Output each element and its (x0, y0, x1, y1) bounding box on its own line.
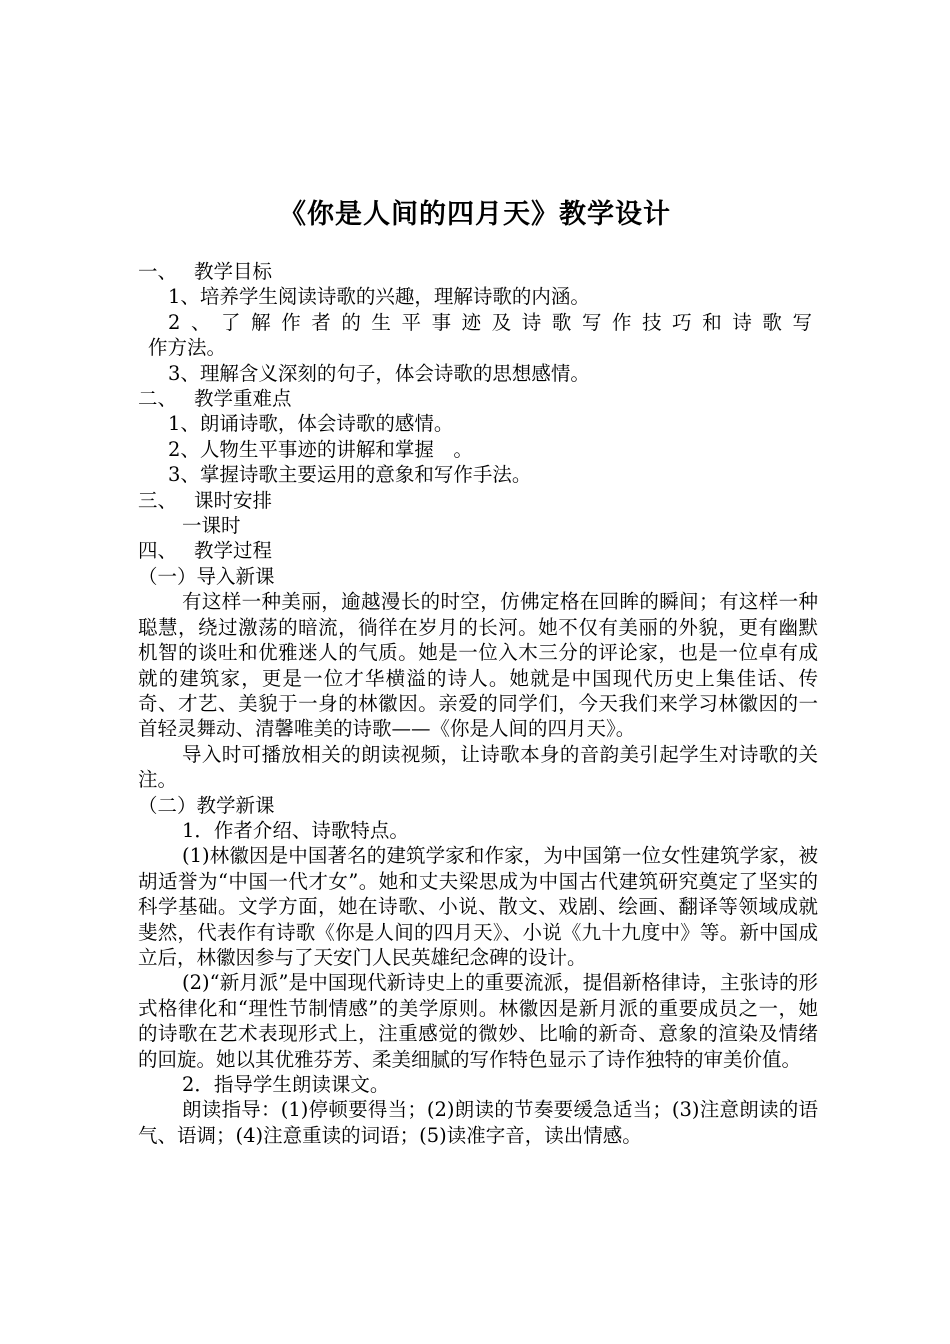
section-label: 教学目标 (194, 260, 273, 283)
schedule-text: 一课时 (182, 514, 241, 538)
reading-guide-paragraph: 朗读指导：(1)停顿要得当；(2)朗读的节奏要缓急适当；(3)注意朗读的语气、语调；(4)注意重读的词语；(5)读准字音，读出情感。 (138, 1098, 818, 1147)
goal-item: 3、理解含义深刻的句子，体会诗歌的思想感情。 (168, 361, 590, 385)
video-paragraph: 导入时可播放相关的朗读视频，让诗歌本身的音韵美引起学生对诗歌的关注。 (138, 742, 818, 792)
author-paragraph: (1)林徽因是中国著名的建筑学家和作家，为中国第一位女性建筑学家，被胡适誉为“中国一代才女”。她和丈夫梁思成为中国古代建筑研究奠定了坚实的科学基础。文学方面，她在诗歌、小说、散文、戏剧、绘画、翻译等领域成就斐然，代表作有诗歌《你是人间的四月天》、小说《九十九度中》等。新中国成立后，林徽因参与了天安门人民英雄纪念碑的设计。 (138, 844, 818, 969)
step-heading: 2．指导学生朗读课文。 (182, 1073, 390, 1096)
section-heading-goals (138, 259, 818, 284)
section-heading-process (138, 538, 818, 563)
step-heading: 1．作者介绍、诗歌特点。 (182, 818, 409, 842)
section-label: 课时安排 (194, 488, 273, 512)
subsection-heading: （二）教学新课 (138, 793, 275, 817)
section-number: 三、 (138, 488, 178, 512)
crescent-school-paragraph: (2)“新月派”是中国现代新诗史上的重要流派，提倡新格律诗，主张诗的形式格律化和“理性节制情感”的美学原则。林徽因是新月派的重要成员之一，她的诗歌在艺术表现形式上，注重感觉的微妙、比喻的新奇、意象的渲染及情绪的回旋。她以其优雅芬芳、柔美细腻的写作特色显示了诗作独特的审美价值。 (138, 971, 818, 1071)
section-number: 二、 (138, 387, 178, 411)
document-body (138, 259, 818, 1148)
section-label: 教学过程 (194, 539, 273, 563)
subsection-heading: （一）导入新课 (138, 564, 275, 588)
section-number: 四、 (138, 539, 178, 563)
intro-paragraph: 有这样一种美丽，逾越漫长的时空，仿佛定格在回眸的瞬间；有这样一种聪慧，绕过激荡的暗流，徜徉在岁月的长河。她不仅有美丽的外貌，更有幽默机智的谈吐和优雅迷人的气质。她是一位入木三分的评论家，也是一位卓有成就的建筑家，更是一位才华横溢的诗人。她就是中国现代历史上集佳话、传奇、才艺、美貌于一身的林徽因。亲爱的同学们，今天我们来学习林徽因的一首轻灵舞动、清馨唯美的诗歌——《你是人间的四月天》。 (138, 590, 818, 741)
key-point-item: 3、掌握诗歌主要运用的意象和写作手法。 (168, 463, 532, 487)
section-heading-key-points (138, 386, 818, 411)
goal-item: 1、培养学生阅读诗歌的兴趣，理解诗歌的内涵。 (168, 285, 590, 309)
goal-item: 2、了解作者的生平事迹及诗歌写作技巧和诗歌写 (168, 310, 818, 334)
goal-item-continuation: 作方法。 (148, 336, 227, 360)
section-label: 教学重难点 (194, 387, 292, 411)
document-title: 《你是人间的四月天》教学设计 (279, 199, 671, 230)
section-number: 一、 (138, 260, 178, 283)
section-heading-schedule (138, 488, 818, 513)
key-point-item: 2、人物生平事迹的讲解和掌握 。 (168, 437, 473, 461)
key-point-item: 1、朗诵诗歌，体会诗歌的感情。 (168, 412, 454, 436)
